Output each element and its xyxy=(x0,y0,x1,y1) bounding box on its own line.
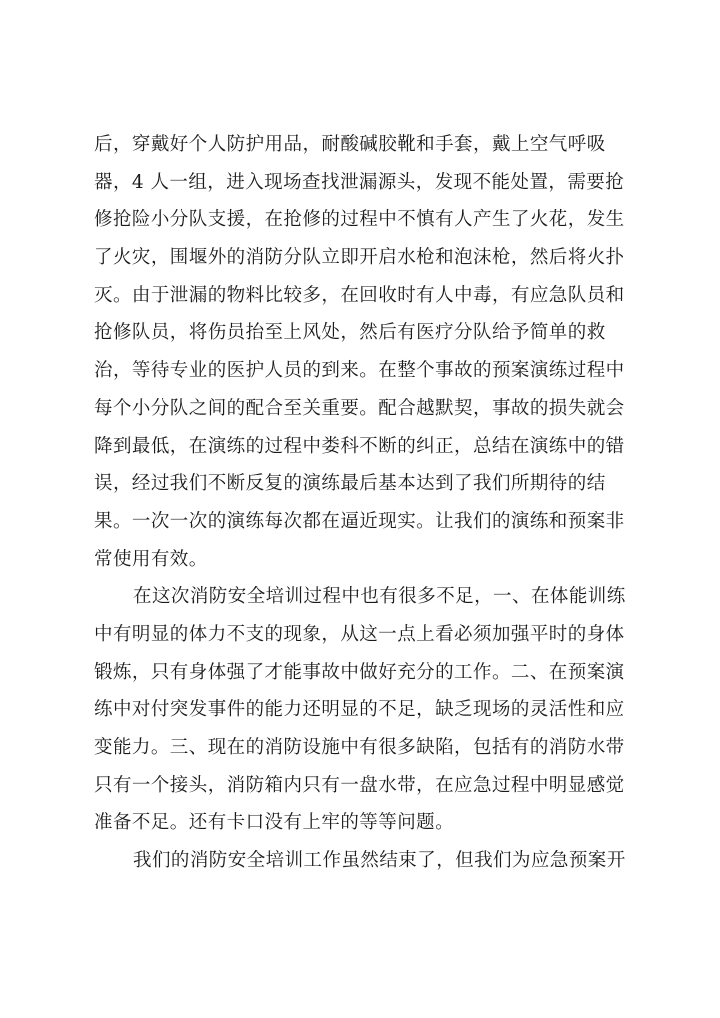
document-body xyxy=(94,126,634,880)
text-line: 器，4 人一组，进入现场查找泄漏源头，发现不能处置，需要抢 xyxy=(94,171,625,193)
text-line: 常使用有效。 xyxy=(94,548,208,570)
text-line: 灭。由于泄漏的物料比较多，在回收时有人中毒，有应急队员和 xyxy=(94,284,625,306)
text-line: 变能力。三、现在的消防设施中有很多缺陷，包括有的消防水带 xyxy=(94,737,625,758)
text-line: 降到最低，在演练的过程中娄科不断的纠正，总结在演练中的错 xyxy=(94,435,625,457)
text-line: 后，穿戴好个人防护用品，耐酸碱胶靴和手套，戴上空气呼吸 xyxy=(94,134,606,155)
text-line: 果。一次一次的演练每次都在逼近现实。让我们的演练和预案非 xyxy=(94,510,625,532)
text-line: 中有明显的体力不支的现象，从这一点上看必须加强平时的身体 xyxy=(94,623,625,645)
text-line: 准备不足。还有卡口没有上牢的等等问题。 xyxy=(94,812,455,834)
text-line: 误，经过我们不断反复的演练最后基本达到了我们所期待的结 xyxy=(94,473,606,495)
paragraph-2 xyxy=(94,578,634,842)
text-line: 修抢险小分队支援，在抢修的过程中不慎有人产生了火花，发生 xyxy=(94,209,625,231)
paragraph-1 xyxy=(94,126,634,578)
text-line: 抢修队员，将伤员抬至上风处，然后有医疗分队给予简单的救 xyxy=(94,322,606,344)
paragraph-3 xyxy=(94,842,634,880)
text-line: 在这次消防安全培训过程中也有很多不足，一、在体能训练 xyxy=(133,586,626,608)
text-line: 锻炼，只有身体强了才能事故中做好充分的工作。二、在预案演 xyxy=(94,661,625,683)
text-line: 治，等待专业的医护人员的到来。在整个事故的预案演练过程中 xyxy=(94,360,625,382)
text-line: 练中对付突发事件的能力还明显的不足，缺乏现场的灵活性和应 xyxy=(94,699,625,721)
text-line: 每个小分队之间的配合至关重要。配合越默契，事故的损失就会 xyxy=(94,397,625,419)
text-line: 我们的消防安全培训工作虽然结束了，但我们为应急预案开 xyxy=(133,850,626,872)
text-line: 只有一个接头，消防箱内只有一盘水带，在应急过程中明显感觉 xyxy=(94,774,625,796)
text-line: 了火灾，围堰外的消防分队立即开启水枪和泡沫枪，然后将火扑 xyxy=(94,247,625,269)
